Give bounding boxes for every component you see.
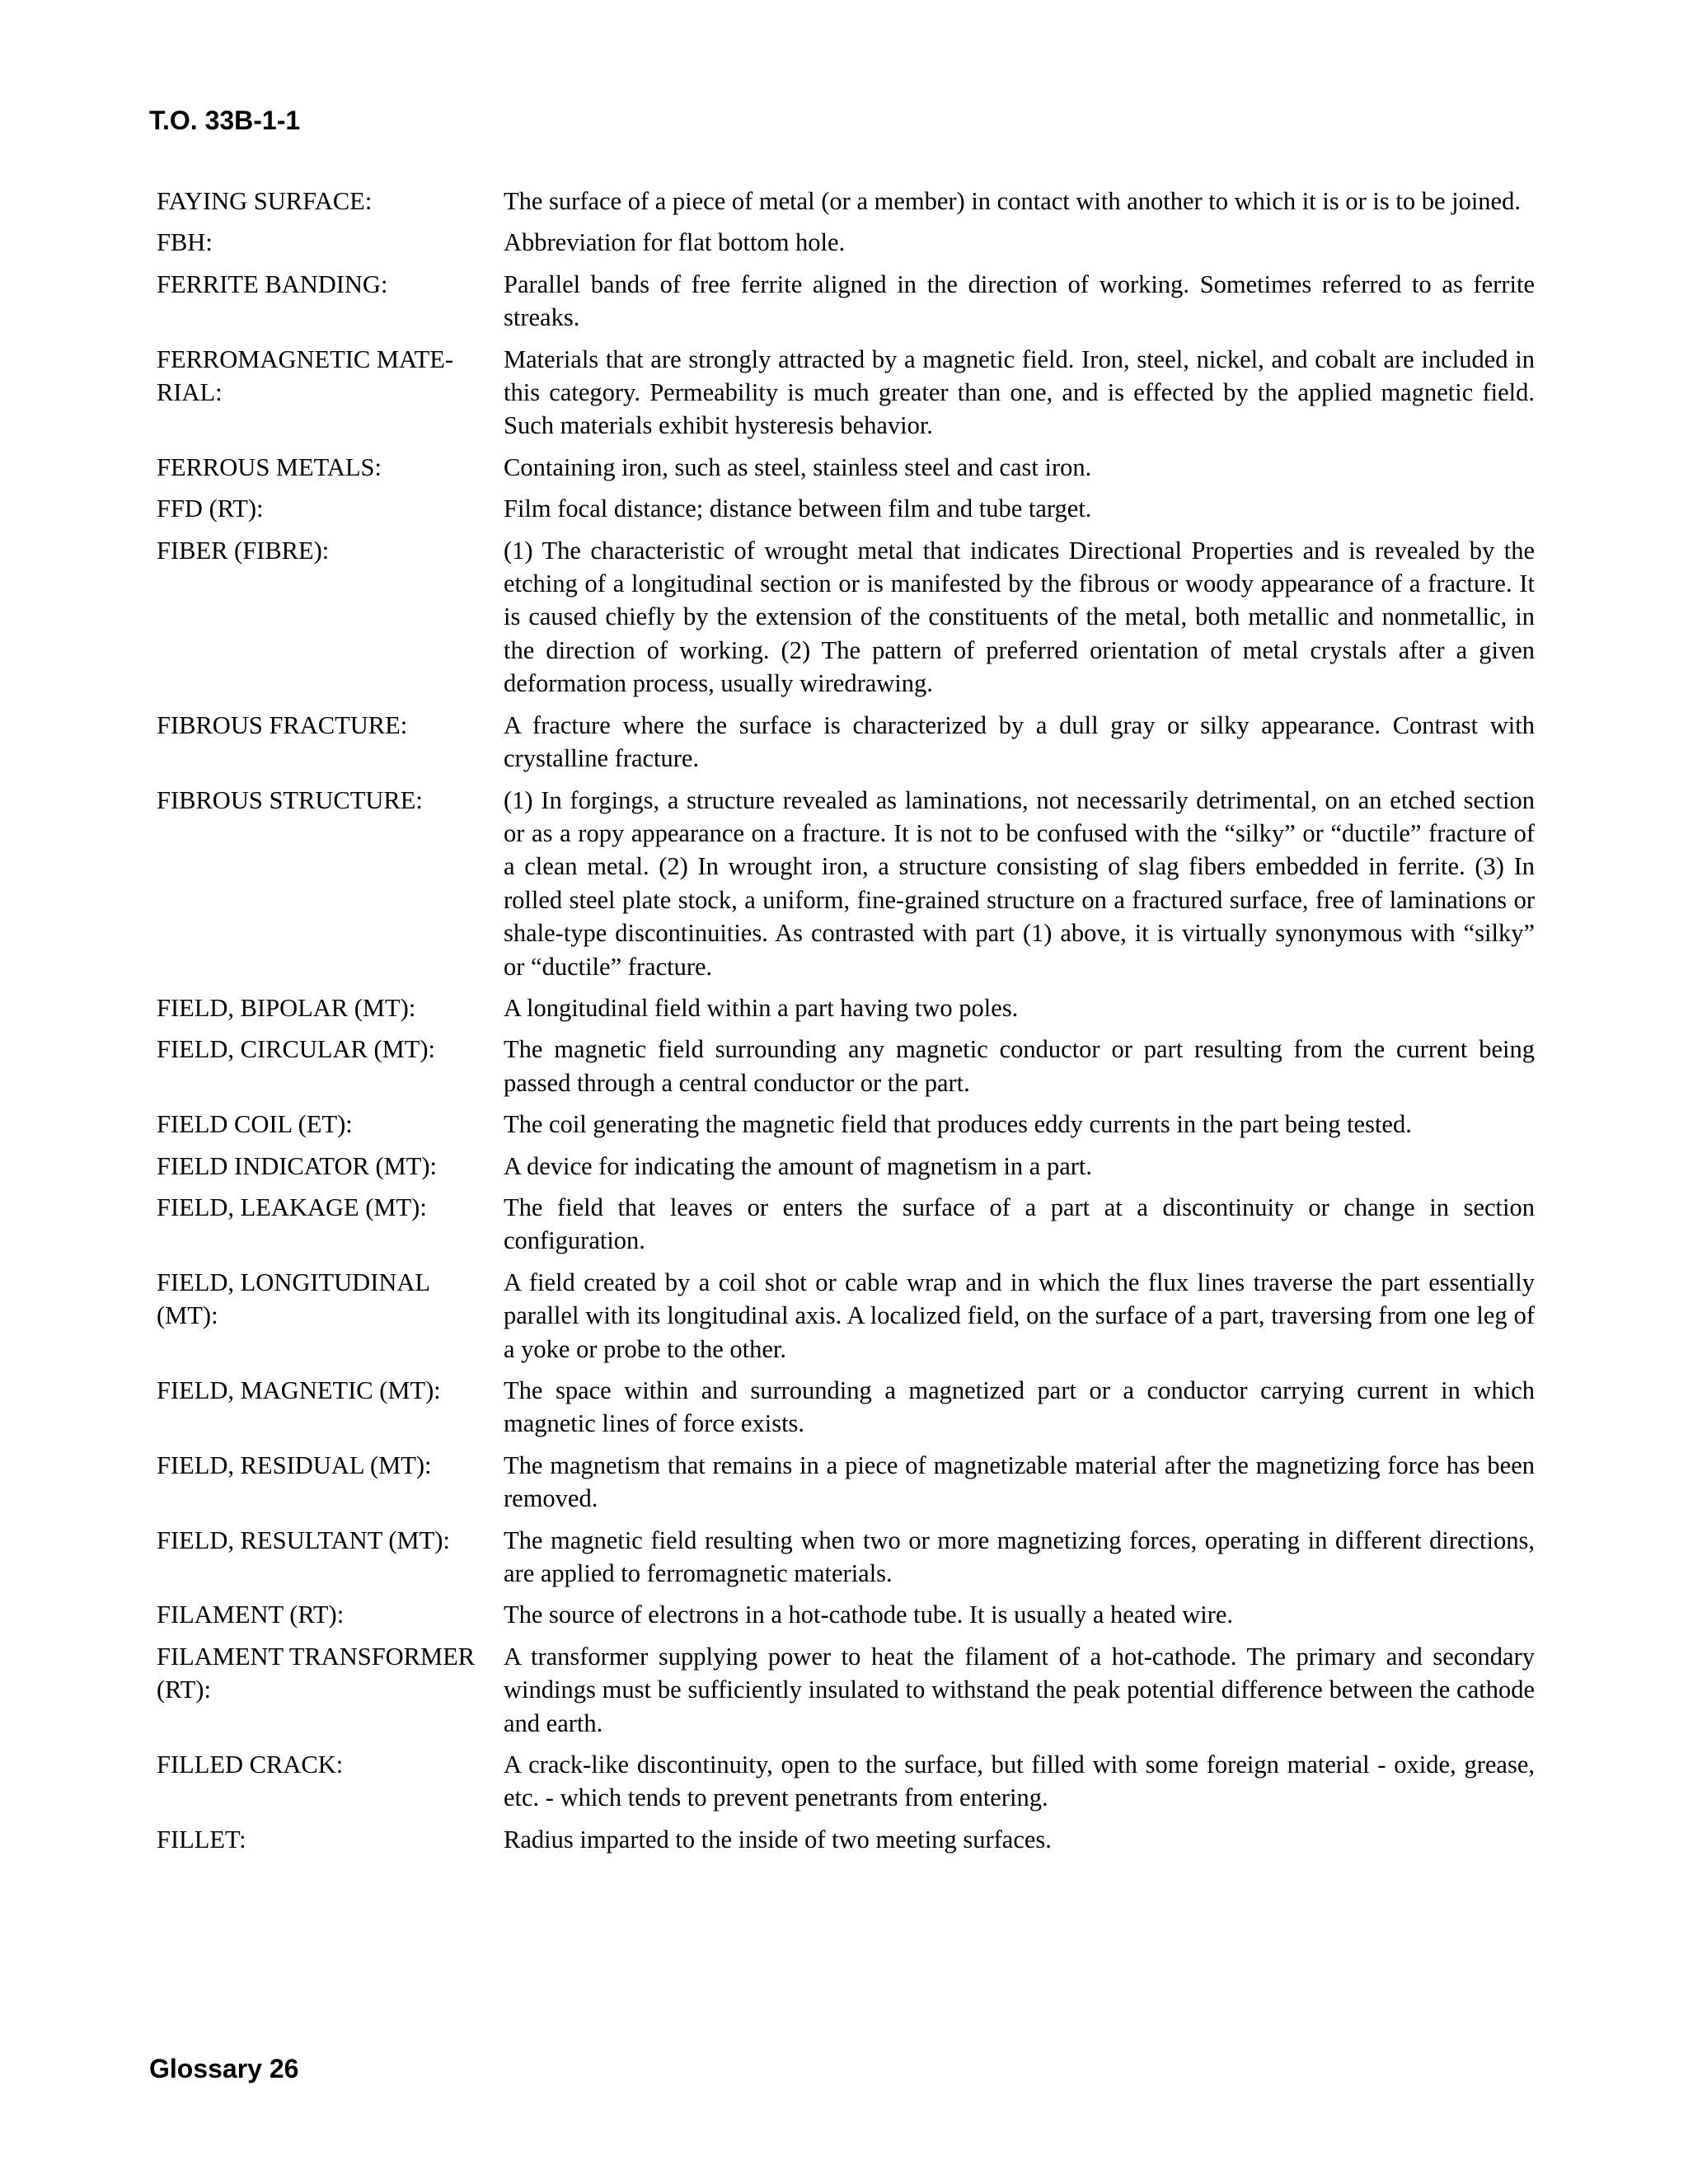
glossary-definition: The magnetic field resulting when two or more magnetizing forces, operating in different directions, are applied to ferromagnetic materials. <box>504 1526 1535 1588</box>
glossary-entry <box>157 185 1535 218</box>
glossary-term: FILAMENT (RT): <box>157 1601 345 1629</box>
glossary-definition: Radius imparted to the inside of two meeting surfaces. <box>504 1825 1052 1854</box>
glossary-entry <box>157 1640 1535 1740</box>
glossary-definition: The coil generating the magnetic field that produces eddy currents in the part being tested. <box>504 1110 1412 1139</box>
glossary-definition: A fracture where the surface is characterized by a dull gray or silky appearance. Contrast with crystalline fracture. <box>504 710 1535 773</box>
glossary-definition: The magnetism that remains in a piece of magnetizable material after the magnetizing force has been removed. <box>504 1451 1535 1513</box>
glossary-term: FAYING SURFACE: <box>157 187 373 215</box>
glossary-entry <box>157 1598 1535 1631</box>
glossary-entry <box>157 1374 1535 1441</box>
glossary-entry <box>157 451 1535 484</box>
glossary-entry <box>157 492 1535 525</box>
glossary-definition: A longitudinal field within a part having two poles. <box>504 993 1019 1022</box>
glossary-term: FERRITE BANDING: <box>157 269 388 298</box>
glossary-entry <box>157 1748 1535 1815</box>
glossary-term: FILAMENT TRANSFORMER (RT): <box>157 1642 476 1704</box>
glossary-entry <box>157 1191 1535 1258</box>
glossary-term: FIELD, LEAKAGE (MT): <box>157 1193 427 1221</box>
glossary-entry <box>157 343 1535 443</box>
glossary-term: FIBER (FIBRE): <box>157 536 330 565</box>
glossary-definition: Containing iron, such as steel, stainless steel and cast iron. <box>504 452 1092 481</box>
glossary-definition: The space within and surrounding a magnetized part or a conductor carrying current in which magnetic lines of force exists. <box>504 1376 1535 1438</box>
glossary-entry <box>157 1524 1535 1591</box>
glossary-definition: (1) In forgings, a structure revealed as laminations, not necessarily detrimental, on an etched section or as a ropy appearance on a fracture. It is not to be confused with the “silky” or “ductile” fracture of a clean metal. (2) In wrought iron, a structure consisting of slag fibers embedded in ferrite. (3) In rolled steel plate stock, a uniform, fine-grained structure on a fractured surface, free of laminations or shale-type discontinuities. As contrasted with part (1) above, it is virtually synonymous with “silky” or “ductile” fracture. <box>504 785 1535 981</box>
glossary-entry <box>157 268 1535 335</box>
glossary-definition: The source of electrons in a hot-cathode tube. It is usually a heated wire. <box>504 1601 1234 1629</box>
glossary-entry <box>157 991 1535 1024</box>
glossary-term: FIBROUS FRACTURE: <box>157 710 408 739</box>
glossary-definition: (1) The characteristic of wrought metal that indicates Directional Properties and is revealed by the etching of a longitudinal section or is manifested by the fibrous or woody appearance of a fracture. It is caused chiefly by the extension of the constituents of the metal, both metallic and nonmetallic, in the direction of working. (2) The pattern of preferred orientation of metal crystals after a given deformation process, usually wiredrawing. <box>504 536 1535 698</box>
glossary-term: FIELD, RESIDUAL (MT): <box>157 1451 432 1479</box>
glossary-entry <box>157 1033 1535 1099</box>
glossary-entry <box>157 784 1535 983</box>
glossary-term: FIELD, BIPOLAR (MT): <box>157 993 416 1022</box>
glossary-definition: Materials that are strongly attracted by a magnetic field. Iron, steel, nickel, and cobalt are included in this category. Permeability is much greater than one, and is effected by the applied magnetic field. Such materials exhibit hysteresis behavior. <box>504 344 1535 440</box>
glossary-term: FIELD, MAGNETIC (MT): <box>157 1376 441 1404</box>
glossary-term: FERROMAGNETIC MATERIAL: <box>157 344 454 407</box>
glossary-entry <box>157 1449 1535 1516</box>
glossary-term: FIELD, RESULTANT (MT): <box>157 1526 450 1554</box>
glossary-term: FIELD COIL (ET): <box>157 1110 353 1139</box>
glossary-term: FIELD, CIRCULAR (MT): <box>157 1035 436 1064</box>
glossary-entry <box>157 1150 1535 1183</box>
glossary-entry <box>157 1823 1535 1856</box>
glossary-term: FERROUS METALS: <box>157 452 382 481</box>
glossary-definition: Film focal distance; distance between film and tube target. <box>504 494 1092 523</box>
document-header: T.O. 33B-1-1 <box>149 105 301 135</box>
glossary-definition: The field that leaves or enters the surface of a part at a discontinuity or change in section configuration. <box>504 1193 1535 1255</box>
glossary-definition: The magnetic field surrounding any magnetic conductor or part resulting from the current being passed through a central conductor or the part. <box>504 1035 1535 1097</box>
glossary-entry <box>157 534 1535 701</box>
page-footer: Glossary 26 <box>149 2054 299 2083</box>
glossary-definition: The surface of a piece of metal (or a member) in contact with another to which it is or is to be joined. <box>504 187 1521 215</box>
glossary-definition: A crack-like discontinuity, open to the surface, but filled with some foreign material - oxide, grease, etc. - which tends to prevent penetrants from entering. <box>504 1750 1535 1812</box>
glossary-entry <box>157 709 1535 776</box>
glossary-term: FILLED CRACK: <box>157 1750 344 1779</box>
glossary-term: FIELD, LONGITUDINAL (MT): <box>157 1268 429 1330</box>
glossary-list <box>157 185 1535 1864</box>
glossary-definition: A transformer supplying power to heat the filament of a hot-cathode. The primary and secondary windings must be sufficiently insulated to withstand the peak potential difference between the cathode and earth. <box>504 1642 1535 1737</box>
glossary-definition: Parallel bands of free ferrite aligned in the direction of working. Sometimes referred to as ferrite streaks. <box>504 269 1535 332</box>
glossary-definition: A field created by a coil shot or cable wrap and in which the flux lines traverse the part essentially parallel with its longitudinal axis. A localized field, on the surface of a part, traversing from one leg of a yoke or probe to the other. <box>504 1268 1535 1363</box>
glossary-entry <box>157 1266 1535 1366</box>
glossary-entry <box>157 1108 1535 1141</box>
glossary-definition: Abbreviation for flat bottom hole. <box>504 228 846 257</box>
glossary-term: FBH: <box>157 228 213 257</box>
glossary-term: FIELD INDICATOR (MT): <box>157 1151 437 1180</box>
glossary-term: FIBROUS STRUCTURE: <box>157 785 423 814</box>
glossary-definition: A device for indicating the amount of magnetism in a part. <box>504 1151 1093 1180</box>
glossary-entry <box>157 226 1535 259</box>
glossary-term: FILLET: <box>157 1825 246 1854</box>
glossary-term: FFD (RT): <box>157 494 264 523</box>
